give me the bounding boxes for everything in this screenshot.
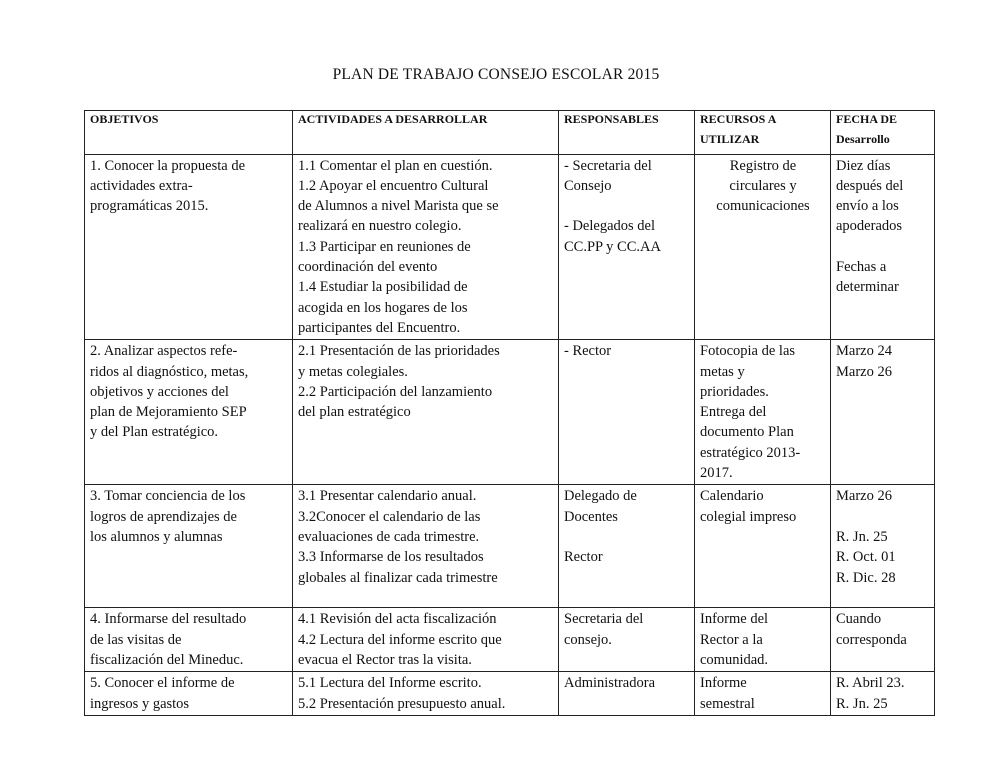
cell-line: estratégico 2013- bbox=[700, 444, 801, 461]
cell-line: y metas colegiales. bbox=[298, 363, 408, 380]
cell-line: evaluaciones de cada trimestre. bbox=[298, 528, 480, 545]
cell-line: 5. Conocer el informe de bbox=[90, 675, 235, 692]
cell-recursos bbox=[695, 608, 831, 672]
cell-fecha bbox=[831, 608, 935, 672]
cell-line: 1.4 Estudiar la posibilidad de bbox=[298, 279, 468, 296]
cell-objetivo bbox=[85, 485, 293, 608]
cell-line: ACTIVIDADES A DESARROLLAR bbox=[298, 112, 488, 126]
cell-objetivo bbox=[85, 672, 293, 716]
cell-line: 2. Analizar aspectos refe- bbox=[90, 343, 238, 360]
cell-responsables bbox=[559, 608, 695, 672]
cell-line: 3.1 Presentar calendario anual. bbox=[298, 488, 477, 505]
table-row bbox=[85, 340, 935, 485]
cell-line: circulares y bbox=[729, 177, 797, 194]
header-actividades bbox=[293, 111, 559, 155]
cell-responsables bbox=[559, 485, 695, 608]
cell-line: 4.2 Lectura del informe escrito que bbox=[298, 631, 502, 648]
header-objetivos bbox=[85, 111, 293, 155]
cell-line bbox=[564, 527, 690, 547]
cell-responsables bbox=[559, 340, 695, 485]
cell-line: de Alumnos a nivel Marista que se bbox=[298, 198, 499, 215]
cell-line: fiscalización del Mineduc. bbox=[90, 651, 244, 668]
cell-line: 2017. bbox=[700, 465, 733, 482]
table-row bbox=[85, 672, 935, 716]
cell-line: plan de Mejoramiento SEP bbox=[90, 404, 247, 421]
cell-actividades bbox=[293, 672, 559, 716]
table-row bbox=[85, 608, 935, 672]
cell-line: participantes del Encuentro. bbox=[298, 319, 461, 336]
cell-recursos bbox=[695, 485, 831, 608]
cell-line: prioridades. bbox=[700, 383, 769, 400]
cell-line: Rector a la bbox=[700, 631, 763, 648]
table-row bbox=[85, 154, 935, 340]
cell-line: objetivos y acciones del bbox=[90, 383, 229, 400]
cell-line: Docentes bbox=[564, 508, 618, 525]
cell-line: 3.3 Informarse de los resultados bbox=[298, 549, 484, 566]
cell-line: Marzo 26 bbox=[836, 363, 892, 380]
cell-recursos bbox=[695, 154, 831, 340]
table-row bbox=[85, 485, 935, 608]
cell-line: semestral bbox=[700, 695, 755, 712]
cell-line: Administradora bbox=[564, 675, 656, 692]
cell-line: Consejo bbox=[564, 177, 612, 194]
cell-line: - Secretaria del bbox=[564, 157, 652, 174]
cell-line: 3.2Conocer el calendario de las bbox=[298, 508, 481, 525]
cell-line: UTILIZAR bbox=[700, 132, 760, 147]
cell-line: después del bbox=[836, 177, 904, 194]
cell-line: de las visitas de bbox=[90, 631, 182, 648]
cell-line: 1.1 Comentar el plan en cuestión. bbox=[298, 157, 493, 174]
cell-line: Marzo 24 bbox=[836, 343, 892, 360]
cell-line: coordinación del evento bbox=[298, 259, 438, 276]
cell-line: Cuando bbox=[836, 611, 882, 628]
cell-line bbox=[836, 237, 930, 257]
cell-line: Registro de bbox=[729, 157, 797, 174]
work-plan-table bbox=[84, 110, 935, 716]
cell-line: Delegado de bbox=[564, 488, 637, 505]
cell-fecha bbox=[831, 340, 935, 485]
cell-line: comunidad. bbox=[700, 651, 769, 668]
cell-line: R. Oct. 01 bbox=[836, 549, 896, 566]
cell-objetivo bbox=[85, 340, 293, 485]
cell-line: actividades extra- bbox=[90, 177, 193, 194]
cell-actividades bbox=[293, 340, 559, 485]
cell-line: 5.1 Lectura del Informe escrito. bbox=[298, 675, 482, 692]
cell-line: Rector bbox=[564, 549, 603, 566]
cell-line: 4.1 Revisión del acta fiscalización bbox=[298, 611, 497, 628]
cell-line bbox=[836, 507, 930, 527]
cell-line: 1.3 Participar en reuniones de bbox=[298, 238, 471, 255]
cell-line: CC.PP y CC.AA bbox=[564, 238, 661, 255]
cell-line: 5.2 Presentación presupuesto anual. bbox=[298, 695, 506, 712]
cell-line: realizará en nuestro colegio. bbox=[298, 218, 462, 235]
cell-line: Informe del bbox=[700, 611, 769, 628]
cell-line: corresponda bbox=[836, 631, 907, 648]
cell-line: consejo. bbox=[564, 631, 612, 648]
cell-fecha bbox=[831, 485, 935, 608]
cell-responsables bbox=[559, 672, 695, 716]
cell-actividades bbox=[293, 154, 559, 340]
cell-line: 2.1 Presentación de las prioridades bbox=[298, 343, 500, 360]
document-title: PLAN DE TRABAJO CONSEJO ESCOLAR 2015 bbox=[332, 66, 660, 83]
cell-fecha bbox=[831, 672, 935, 716]
cell-line: colegial impreso bbox=[700, 508, 797, 525]
cell-line: Secretaria del bbox=[564, 611, 644, 628]
cell-line: 1.2 Apoyar el encuentro Cultural bbox=[298, 177, 489, 194]
cell-objetivo bbox=[85, 608, 293, 672]
cell-fecha bbox=[831, 154, 935, 340]
cell-line: RECURSOS A bbox=[700, 112, 777, 126]
cell-line: 1. Conocer la propuesta de bbox=[90, 157, 246, 174]
cell-line: ridos al diagnóstico, metas, bbox=[90, 363, 249, 380]
cell-line: R. Dic. 28 bbox=[836, 569, 896, 586]
cell-line: envío a los bbox=[836, 198, 899, 215]
cell-line: Desarrollo bbox=[836, 132, 890, 147]
cell-line: - Rector bbox=[564, 343, 612, 360]
cell-line: Marzo 26 bbox=[836, 488, 892, 505]
cell-line: documento Plan bbox=[700, 424, 794, 441]
cell-line: globales al finalizar cada trimestre bbox=[298, 569, 498, 586]
cell-line: Diez días bbox=[836, 157, 891, 174]
cell-line: Fechas a bbox=[836, 259, 887, 276]
cell-line: ingresos y gastos bbox=[90, 695, 190, 712]
cell-line: Fotocopia de las bbox=[700, 343, 796, 360]
cell-line bbox=[564, 196, 690, 216]
cell-line: logros de aprendizajes de bbox=[90, 508, 237, 525]
cell-line: OBJETIVOS bbox=[90, 112, 159, 126]
cell-actividades bbox=[293, 608, 559, 672]
cell-line: y del Plan estratégico. bbox=[90, 424, 219, 441]
cell-line: 4. Informarse del resultado bbox=[90, 611, 247, 628]
cell-line: RESPONSABLES bbox=[564, 112, 659, 126]
cell-line: - Delegados del bbox=[564, 218, 655, 235]
cell-line: R. Abril 23. bbox=[836, 675, 905, 692]
cell-actividades bbox=[293, 485, 559, 608]
cell-line: FECHA DE bbox=[836, 112, 898, 126]
cell-line: 3. Tomar conciencia de los bbox=[90, 488, 246, 505]
cell-line: comunicaciones bbox=[716, 198, 810, 215]
cell-recursos bbox=[695, 340, 831, 485]
cell-line: apoderados bbox=[836, 218, 903, 235]
table-header-row bbox=[85, 111, 935, 155]
cell-line: Calendario bbox=[700, 488, 764, 505]
header-recursos bbox=[695, 111, 831, 155]
cell-line: Informe bbox=[700, 675, 747, 692]
cell-line: metas y bbox=[700, 363, 745, 380]
cell-line: acogida en los hogares de los bbox=[298, 299, 468, 316]
cell-line: evacua el Rector tras la visita. bbox=[298, 651, 472, 668]
cell-line: del plan estratégico bbox=[298, 404, 411, 421]
cell-line: los alumnos y alumnas bbox=[90, 528, 223, 545]
cell-line: Entrega del bbox=[700, 404, 767, 421]
cell-objetivo bbox=[85, 154, 293, 340]
cell-line: determinar bbox=[836, 279, 899, 296]
header-responsables bbox=[559, 111, 695, 155]
header-fecha bbox=[831, 111, 935, 155]
cell-line: R. Jn. 25 bbox=[836, 528, 888, 545]
cell-responsables bbox=[559, 154, 695, 340]
cell-line: 2.2 Participación del lanzamiento bbox=[298, 383, 493, 400]
cell-recursos bbox=[695, 672, 831, 716]
cell-line: R. Jn. 25 bbox=[836, 695, 888, 712]
cell-line: programáticas 2015. bbox=[90, 198, 209, 215]
